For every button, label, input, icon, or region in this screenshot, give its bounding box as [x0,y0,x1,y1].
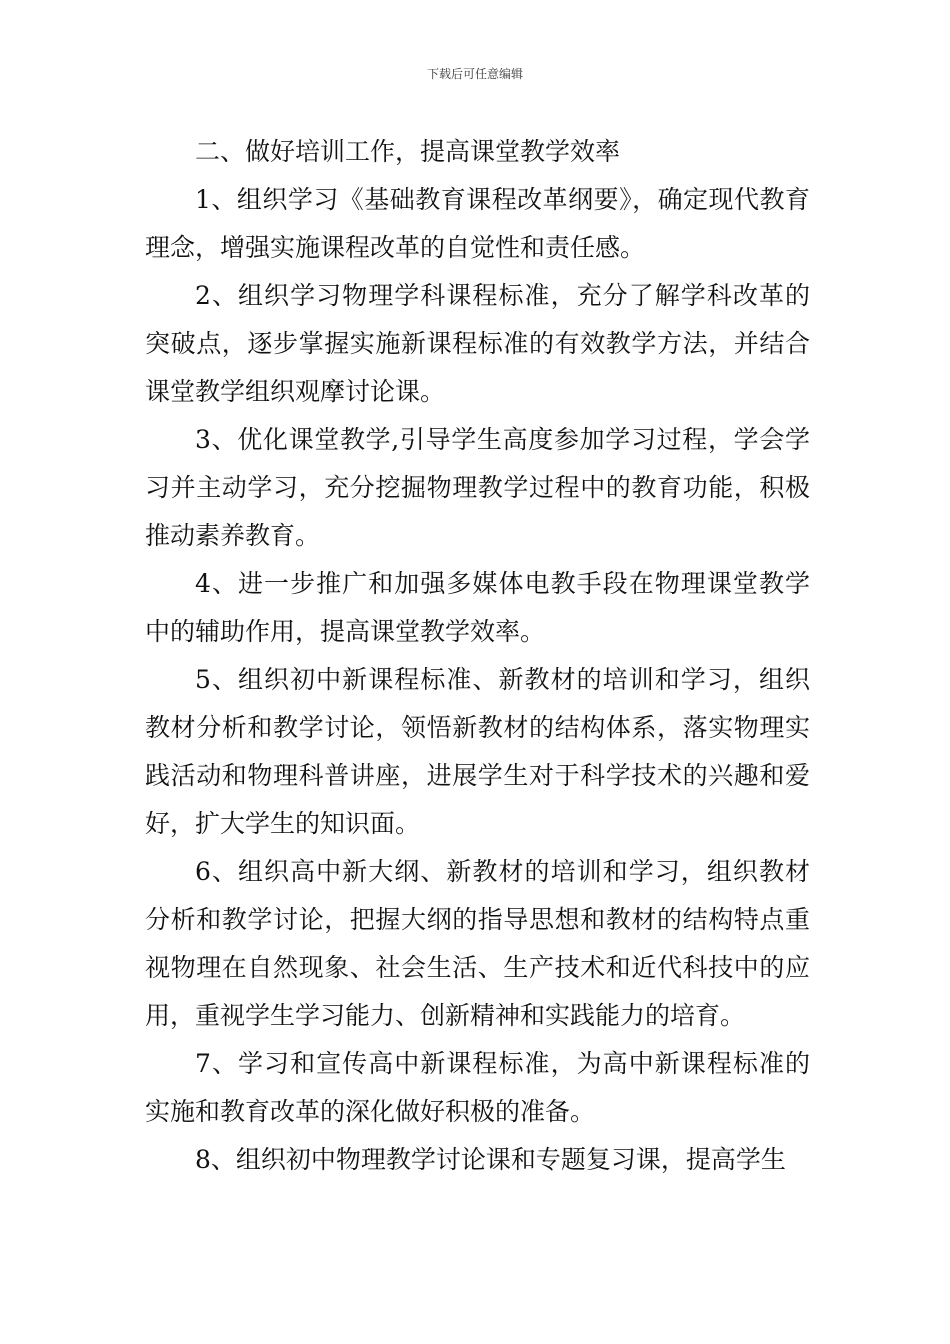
document-body [145,128,810,1184]
paragraph-7: 7、学习和宣传高中新课程标准，为高中新课程标准的实施和教育改革的深化做好积极的准备。 [145,1049,810,1126]
page-header: 下载后可任意编辑 [426,67,523,81]
section-heading: 二、做好培训工作，提高课堂教学效率 [195,137,621,166]
paragraph-8: 8、组织初中物理教学讨论课和专题复习课，提高学生 [195,1145,786,1174]
paragraph-5: 5、组织初中新课程标准、新教材的培训和学习，组织教材分析和教学讨论，领悟新教材的结构体系，落实物理实践活动和物理科普讲座，进展学生对于科学技术的兴趣和爱好，扩大学生的知识面。 [145,665,810,838]
paragraph-2: 2、组织学习物理学科课程标准，充分了解学科改革的突破点，逐步掌握实施新课程标准的有效教学方法，并结合课堂教学组织观摩讨论课。 [145,281,810,406]
paragraph-1: 1、组织学习《基础教育课程改革纲要》，确定现代教育理念，增强实施课程改革的自觉性和责任感。 [145,185,810,262]
paragraph-3: 3、优化课堂教学,引导学生高度参加学习过程，学会学习并主动学习，充分挖掘物理教学过程中的教育功能，积极推动素养教育。 [145,425,810,550]
paragraph-6: 6、组织高中新大纲、新教材的培训和学习，组织教材分析和教学讨论，把握大纲的指导思想和教材的结构特点重视物理在自然现象、社会生活、生产技术和近代科技中的应用，重视学生学习能力、创新精神和实践能力的培育。 [145,857,810,1030]
paragraph-4: 4、进一步推广和加强多媒体电教手段在物理课堂教学中的辅助作用，提高课堂教学效率。 [145,569,810,646]
